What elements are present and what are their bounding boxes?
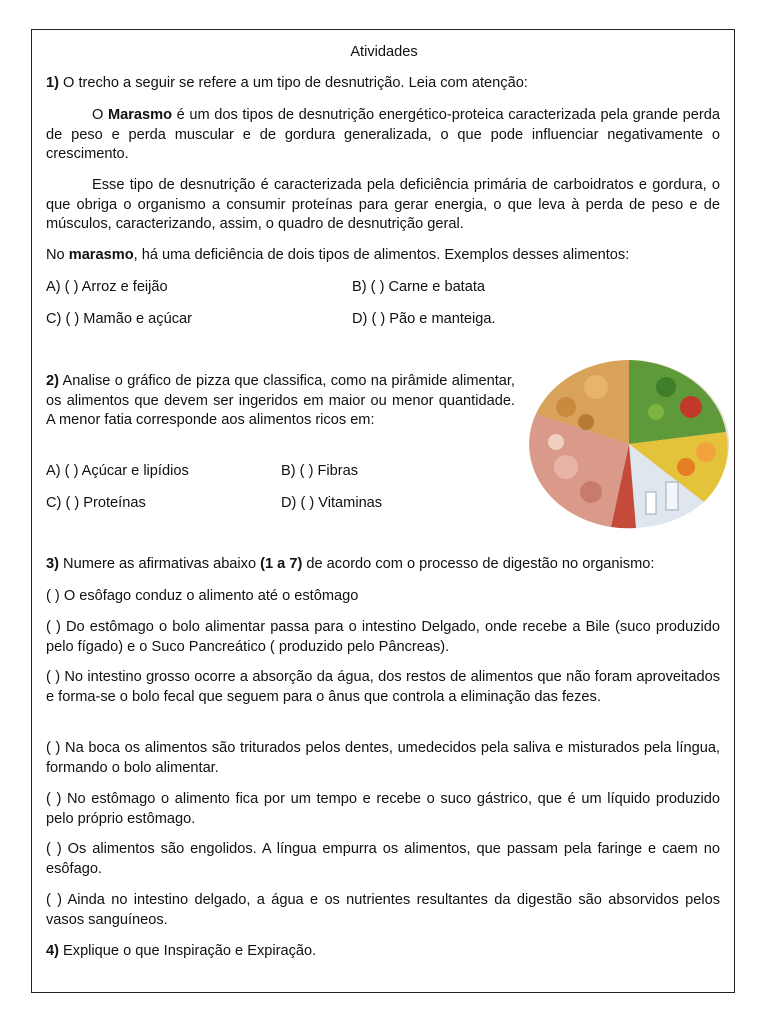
q1-option-d[interactable]: D) ( ) Pão e manteiga.	[352, 311, 496, 327]
q2-option-b[interactable]: B) ( ) Fibras	[281, 463, 359, 479]
q2-text: 2) Analise o gráfico de pizza que classifica, como na pirâmide alimentar, os alimentos que devem ser ingeridos em maior ou menor quantidade. A menor fatia corresponde aos alimentos ricos em:	[46, 373, 515, 428]
page-title: Atividades	[350, 44, 418, 60]
q2-option-d[interactable]: D) ( ) Vitaminas	[281, 495, 383, 511]
q1-question: No marasmo, há uma deficiência de dois tipos de alimentos. Exemplos desses alimentos:	[46, 247, 630, 263]
q3-item-4[interactable]: ( ) Na boca os alimentos são triturados pelos dentes, umedecidos pela saliva e misturados pela língua, formando o bolo alimentar.	[46, 740, 720, 776]
q1-paragraph-1: O Marasmo é um dos tipos de desnutrição energético-proteica caracterizada pela grande perda de peso e perda muscular e de gordura generalizada, o que pode influenciar negativamente o crescimento.	[46, 107, 721, 162]
q1-option-c[interactable]: C) ( ) Mamão e açúcar	[46, 311, 192, 327]
q1-paragraph-2: Esse tipo de desnutrição é caracterizada pela deficiência primária de carboidratos e gordura, o que obriga o organismo a consumir proteínas para gerar energia, o que leva à perda de peso e de músculos, caracterizando, assim, o quadro de desnutrição geral.	[46, 177, 720, 232]
q3-item-1[interactable]: ( ) O esôfago conduz o alimento até o estômago	[46, 588, 359, 604]
q3-item-2[interactable]: ( ) Do estômago o bolo alimentar passa para o intestino Delgado, onde recebe a Bile (suco produzido pelo fígado) e o Suco Pancreático ( produzido pelo Pâncreas).	[46, 619, 720, 655]
q3-item-5[interactable]: ( ) No estômago o alimento fica por um tempo e recebe o suco gástrico, que é um líquido produzido pelo próprio estômago.	[46, 791, 720, 827]
q1-option-b[interactable]: B) ( ) Carne e batata	[352, 279, 486, 295]
q1-option-a[interactable]: A) ( ) Arroz e feijão	[46, 279, 168, 295]
q2-option-a[interactable]: A) ( ) Açúcar e lipídios	[46, 463, 189, 479]
q4-prompt: 4) Explique o que Inspiração e Expiração.	[46, 943, 317, 959]
food-pie-chart-image	[526, 352, 732, 532]
q2-option-c[interactable]: C) ( ) Proteínas	[46, 495, 146, 511]
q1-prompt: 1) O trecho a seguir se refere a um tipo de desnutrição. Leia com atenção:	[46, 75, 528, 91]
q3-prompt: 3) Numere as afirmativas abaixo (1 a 7) de acordo com o processo de digestão no organismo:	[46, 556, 655, 572]
q3-item-6[interactable]: ( ) Os alimentos são engolidos. A língua empurra os alimentos, que passam pela faringe e caem no esôfago.	[46, 841, 720, 877]
q3-item-3[interactable]: ( ) No intestino grosso ocorre a absorção da água, dos restos de alimentos que não foram aproveitados e forma-se o bolo fecal que seguem para o ânus que controla a eliminação das fezes.	[46, 669, 720, 705]
q3-item-7[interactable]: ( ) Ainda no intestino delgado, a água e os nutrientes resultantes da digestão são absorvidos pelos vasos sanguíneos.	[46, 892, 720, 928]
